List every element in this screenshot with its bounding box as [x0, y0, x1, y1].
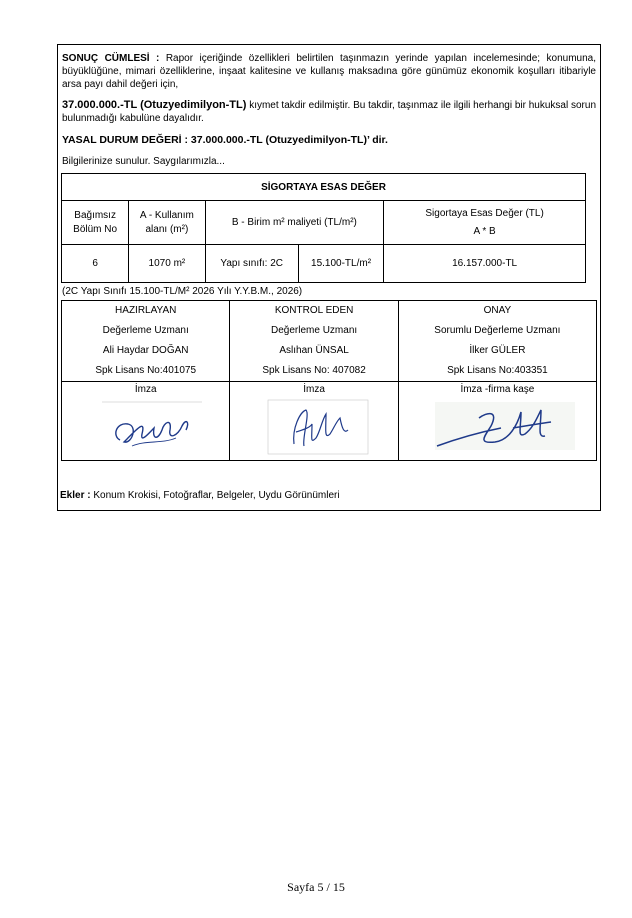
closing-text: Bilgilerinize sunulur. Saygılarımızla... — [62, 156, 225, 167]
control-block — [230, 301, 398, 382]
cell-class: Yapı sınıfı: 2C — [205, 245, 298, 283]
insurance-table — [61, 173, 586, 283]
signature-table — [61, 300, 597, 461]
control-header: KONTROL EDEN — [274, 305, 354, 316]
header-value: Sigortaya Esas Değer (TL) — [425, 207, 544, 219]
prepared-signature-cell — [62, 382, 230, 461]
cell-value: 16.157.000-TL — [384, 245, 586, 283]
prepared-name: Ali Haydar DOĞAN — [102, 345, 189, 356]
value-paragraph — [62, 99, 596, 125]
conclusion-label: SONUÇ CÜMLESİ : — [62, 53, 160, 64]
prepared-role: Değerleme Uzmanı — [102, 325, 189, 336]
attachments — [60, 490, 340, 501]
attachments-text: Konum Krokisi, Fotoğraflar, Belgeler, Uydu Görünümleri — [93, 490, 340, 501]
approval-block — [398, 301, 596, 382]
cell-area: 1070 m² — [129, 245, 205, 283]
prepared-signature — [102, 400, 202, 456]
approval-name: İlker GÜLER — [469, 345, 526, 356]
prepared-header: HAZIRLAYAN — [115, 305, 177, 316]
prepared-license: Spk Lisans No:401075 — [95, 365, 197, 376]
header-formula: A * B — [473, 225, 496, 237]
approval-signature — [429, 398, 579, 454]
approval-role: Sorumlu Değerleme Uzmanı — [434, 325, 561, 336]
prepared-sign-label: İmza — [134, 384, 157, 395]
conclusion-paragraph — [62, 52, 596, 91]
header-unit: Bağımsız Bölüm No — [62, 201, 129, 245]
control-role: Değerleme Uzmanı — [271, 325, 358, 336]
value-text: kıymet takdir edilmiştir. Bu takdir, taşınmaz ile ilgili herhangi bir hukuksal sorun bulunmadığı kabulüne dayalıdır. — [62, 100, 596, 124]
header-value-cell — [384, 201, 586, 245]
legal-value: YASAL DURUM DEĞERİ : 37.000.000.-TL (Otuzyedimilyon-TL)’ dir. — [62, 134, 388, 146]
page-number: Sayfa 5 / 15 — [287, 880, 345, 894]
control-license: Spk Lisans No: 407082 — [262, 365, 366, 376]
control-signature-cell — [230, 382, 398, 461]
control-signature — [266, 398, 370, 456]
approval-license: Spk Lisans No:403351 — [447, 365, 548, 376]
conclusion-text: Rapor içeriğinde özellikleri belirtilen taşınmazın yerinde yapılan incelemesinde; konumuna, büyüklüğüne, mimari özelliklerine, inşaat kalitesine ve kullanış maksadına göre günümüz ekonomik koşulları itibariyle arsa payı dahil değeri için, — [62, 53, 597, 90]
cell-cost: 15.100-TL/m² — [298, 245, 383, 283]
table-note: (2C Yapı Sınıfı 15.100-TL/M² 2026 Yılı Y.Y.B.M., 2026) — [62, 286, 303, 297]
approval-header: ONAY — [483, 305, 512, 316]
insurance-table-title: SİGORTAYA ESAS DEĞER — [62, 174, 586, 201]
value-amount: 37.000.000.-TL (Otuzyedimilyon-TL) — [62, 99, 247, 111]
approval-sign-label: İmza -firma kaşe — [460, 384, 535, 395]
approval-signature-cell — [398, 382, 596, 461]
cell-unit: 6 — [62, 245, 129, 283]
header-unit-cost: B - Birim m² maliyeti (TL/m²) — [205, 201, 384, 245]
prepared-block — [62, 301, 230, 382]
attachments-label: Ekler : — [60, 490, 91, 501]
control-name: Aslıhan ÜNSAL — [279, 345, 349, 356]
control-sign-label: İmza — [303, 384, 325, 395]
header-area: A - Kullanım alanı (m²) — [129, 201, 205, 245]
